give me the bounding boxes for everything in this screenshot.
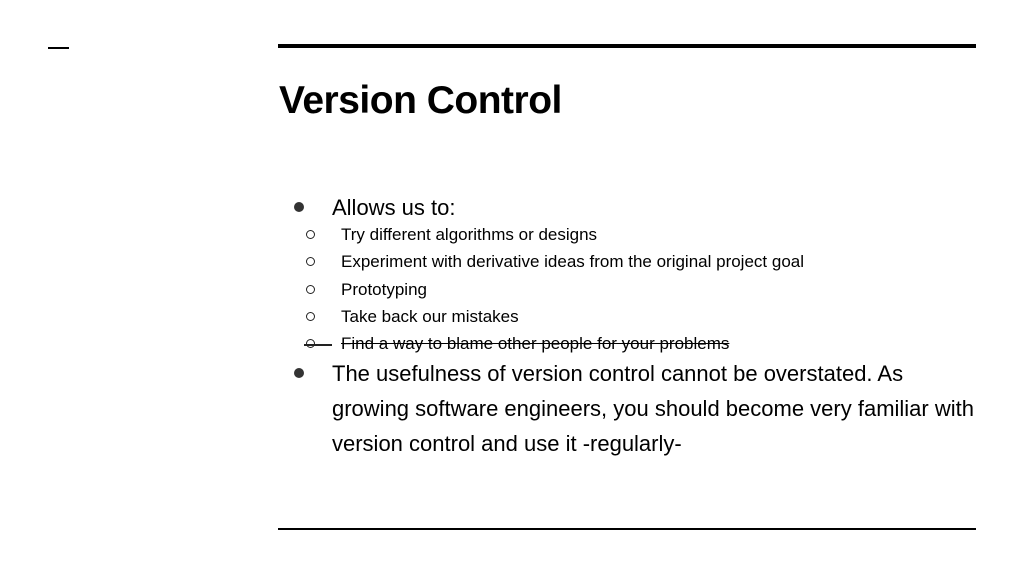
sub-bullet-item <box>290 276 980 303</box>
slide-title: Version Control <box>279 79 562 122</box>
top-rule <box>278 44 976 48</box>
hollow-circle-bullet-icon <box>306 285 315 294</box>
hollow-circle-bullet-icon <box>306 257 315 266</box>
hollow-circle-bullet-icon <box>306 312 315 321</box>
corner-dash-decoration <box>48 47 69 49</box>
sub-bullet-item <box>290 303 980 330</box>
slide-body <box>290 190 980 461</box>
sub-bullet-text: Find a way to blame other people for your problems <box>341 334 730 354</box>
sub-bullet-list <box>290 221 980 357</box>
bullet-dot-icon <box>294 202 304 212</box>
bullet-text: Allows us to: <box>332 195 456 220</box>
bullet-allows-us-to <box>290 190 980 225</box>
sub-bullet-text: Take back our mistakes <box>341 306 519 326</box>
sub-bullet-text: Try different algorithms or designs <box>341 225 598 244</box>
sub-bullet-item <box>290 248 980 275</box>
sub-bullet-text: Experiment with derivative ideas from the original project goal <box>341 252 805 272</box>
sub-bullet-text: Prototyping <box>341 279 427 299</box>
strikethrough-line <box>304 344 332 346</box>
bullet-usefulness <box>290 356 980 461</box>
bullet-dot-icon <box>294 368 304 378</box>
sub-bullet-item-struck-through <box>290 330 980 357</box>
bullet-text: The usefulness of version control cannot be overstated. As growing software engineers, you should become very familiar with version control and use it -regularly- <box>332 361 974 457</box>
bottom-rule <box>278 528 976 530</box>
sub-bullet-item <box>290 221 980 248</box>
hollow-circle-bullet-icon <box>306 230 315 239</box>
